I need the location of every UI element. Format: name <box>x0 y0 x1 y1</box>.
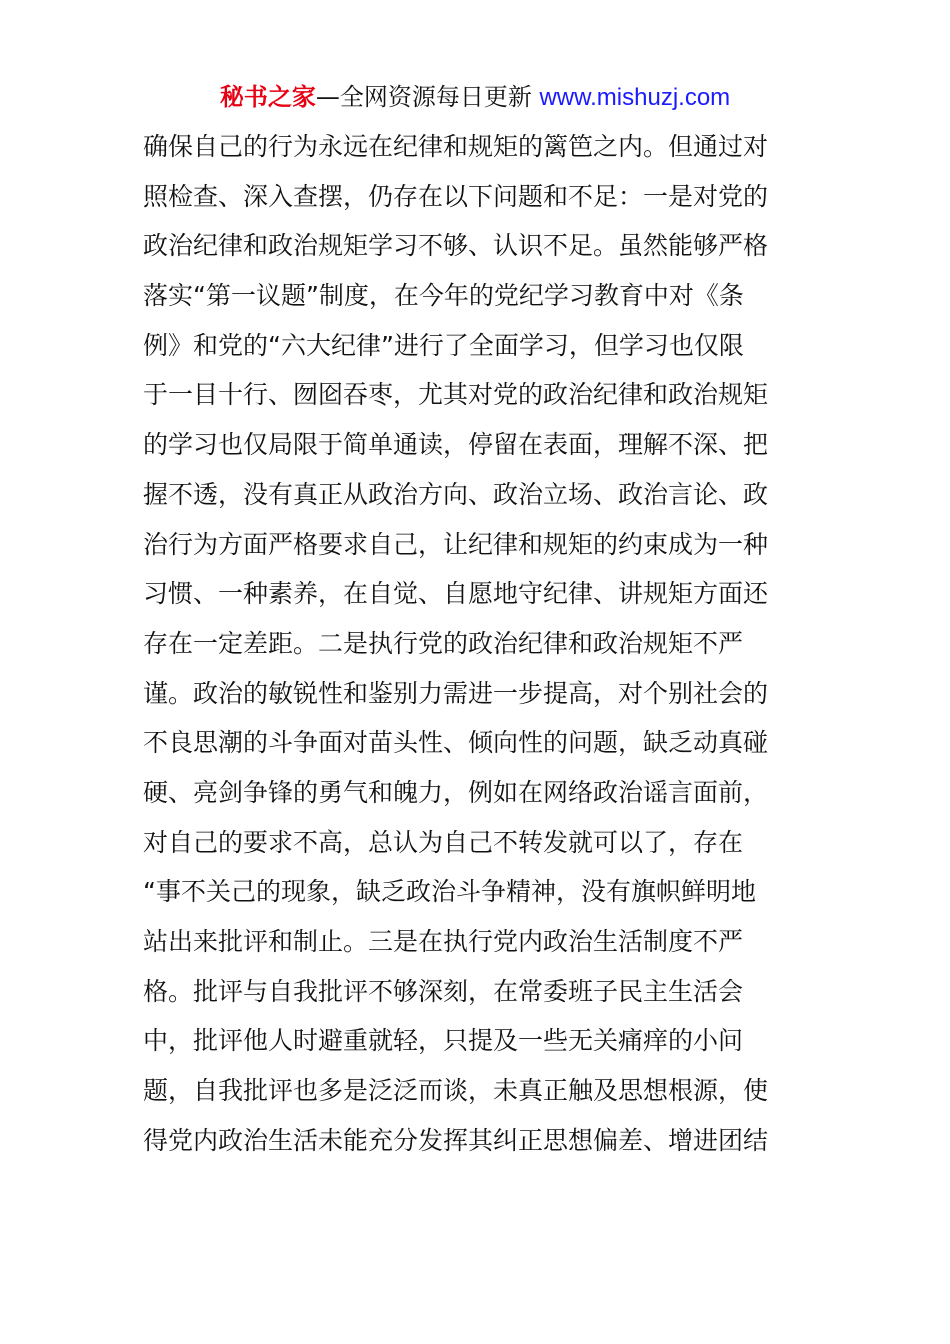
text-line: 确保自己的行为永远在纪律和规矩的篱笆之内。但通过对 <box>143 132 769 161</box>
text-line: 存在一定差距。二是执行党的政治纪律和政治规矩不严 <box>143 628 744 658</box>
site-header <box>0 80 950 115</box>
text-line: 握不透，没有真正从政治方向、政治立场、政治言论、政 <box>143 479 769 509</box>
brand-name: 秘书之家 <box>219 83 316 111</box>
header-tagline: —全网资源每日更新 <box>315 83 540 111</box>
text-line: 题，自我批评也多是泛泛而谈，未真正触及思想根源，使 <box>143 1076 769 1106</box>
text-line: 习惯、一种素养，在自觉、自愿地守纪律、讲规矩方面还 <box>143 579 769 609</box>
text-line: 得党内政治生活未能充分发挥其纠正思想偏差、增进团结 <box>143 1125 769 1155</box>
text-line: 落实“第一议题”制度，在今年的党纪学习教育中对《条 <box>143 281 744 311</box>
text-line: 照检查、深入查摆，仍存在以下问题和不足：一是对党的 <box>143 181 769 211</box>
text-line: 格。批评与自我批评不够深刻，在常委班子民主生活会 <box>143 976 744 1006</box>
text-line: 硬、亮剑争锋的勇气和魄力，例如在网络政治谣言面前， <box>143 777 769 807</box>
text-line: 不良思潮的斗争面对苗头性、倾向性的问题，缺乏动真碰 <box>143 728 769 758</box>
text-line: 政治纪律和政治规矩学习不够、认识不足。虽然能够严格 <box>143 231 769 261</box>
text-line: 例》和党的“六大纪律”进行了全面学习，但学习也仅限 <box>143 330 744 360</box>
text-line: 中，批评他人时避重就轻，只提及一些无关痛痒的小问 <box>143 1026 744 1056</box>
site-url-link[interactable]: www.mishuzj.com <box>539 84 731 111</box>
text-line: 的学习也仅局限于简单通读，停留在表面，理解不深、把 <box>143 430 769 460</box>
text-line: 站出来批评和制止。三是在执行党内政治生活制度不严 <box>143 927 744 956</box>
text-line: “事不关己的现象，缺乏政治斗争精神，没有旗帜鲜明地 <box>143 877 756 907</box>
text-line: 谨。政治的敏锐性和鉴别力需进一步提高，对个别社会的 <box>143 678 769 708</box>
text-line: 于一目十行、囫囵吞枣，尤其对党的政治纪律和政治规矩 <box>143 380 769 410</box>
text-line: 对自己的要求不高，总认为自己不转发就可以了，存在 <box>143 827 744 857</box>
text-line: 治行为方面严格要求自己，让纪律和规矩的约束成为一种 <box>143 529 769 559</box>
document-body <box>143 122 793 1165</box>
